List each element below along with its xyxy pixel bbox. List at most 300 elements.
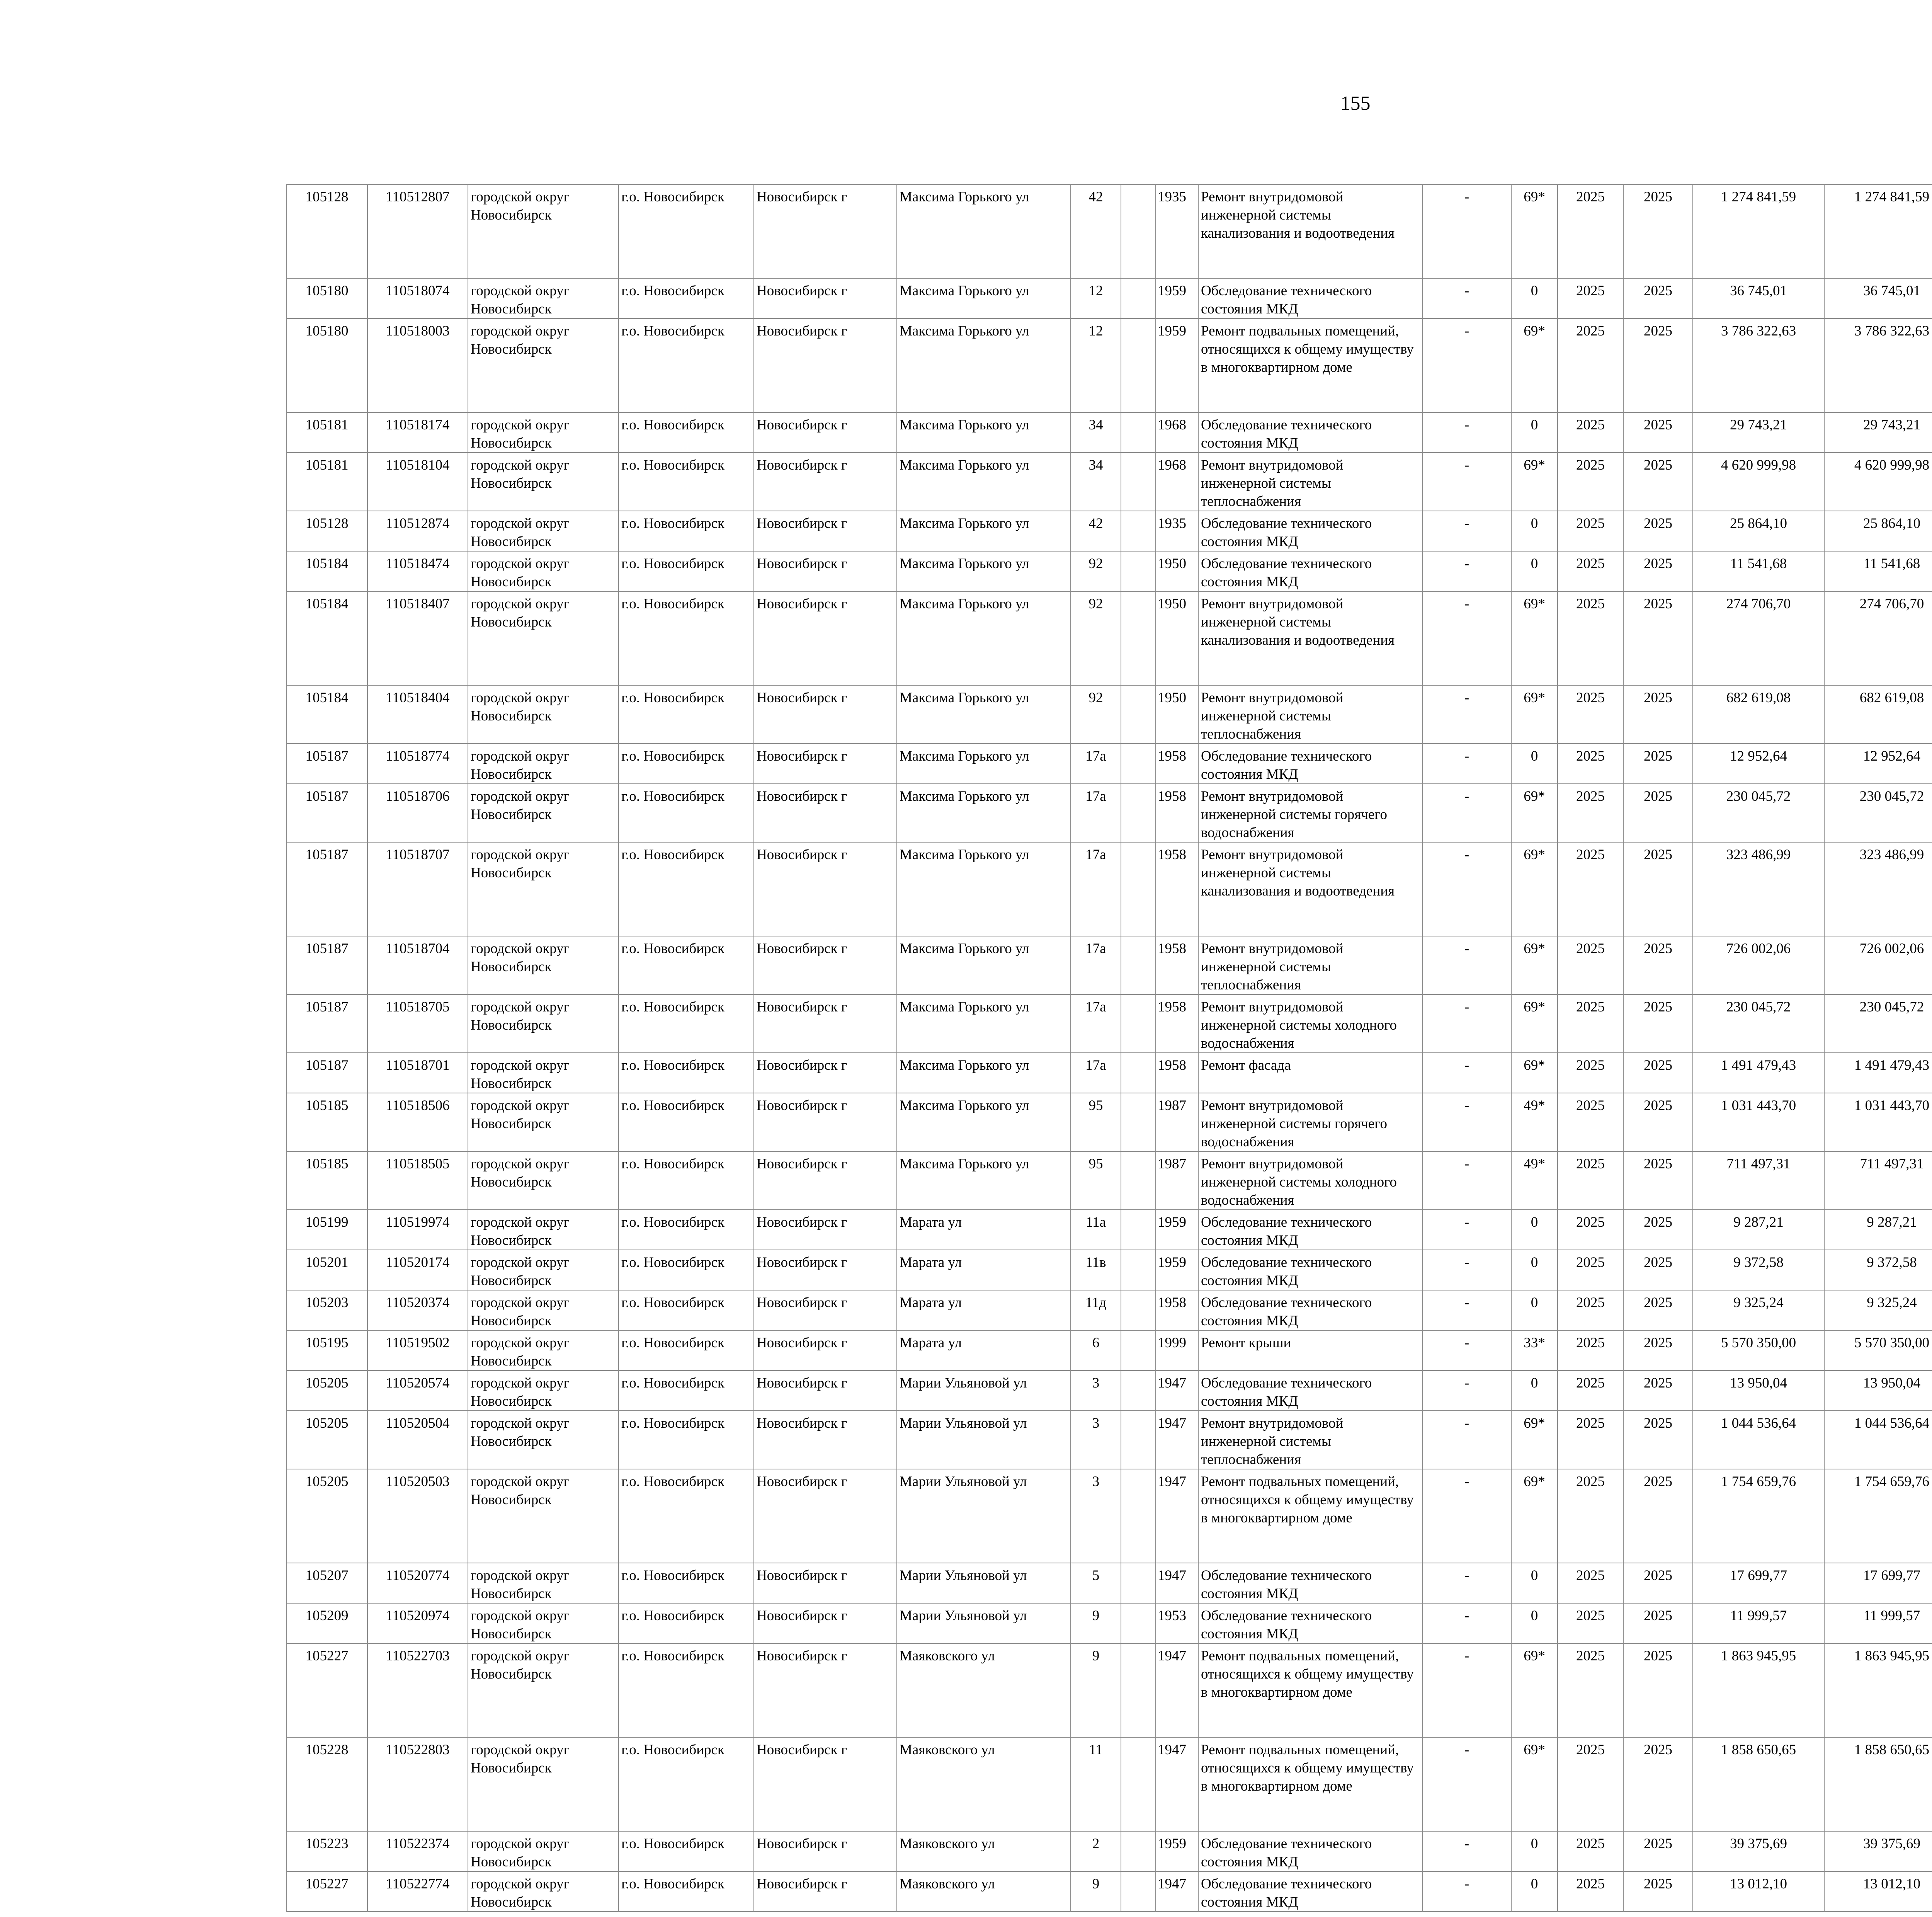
municipality-cell: г.о. Новосибирск <box>619 551 754 591</box>
year-cell: 1947 <box>1156 1411 1198 1469</box>
building-cell <box>1121 1831 1156 1871</box>
city-cell: Новосибирск г <box>754 551 897 591</box>
table-row <box>286 591 1932 685</box>
work-type-cell: Ремонт внутридомовой инженерной системы холодного водоснабжения <box>1198 1151 1422 1210</box>
city-cell: Новосибирск г <box>754 453 897 511</box>
work-type-cell: Обследование технического состояния МКД <box>1198 412 1422 453</box>
building-cell <box>1121 1290 1156 1330</box>
work-type-cell: Обследование технического состояния МКД <box>1198 278 1422 318</box>
district-cell: городской округ Новосибирск <box>468 1330 619 1371</box>
end-year-cell: 2025 <box>1623 1469 1693 1563</box>
work-type-cell: Обследование технического состояния МКД <box>1198 1871 1422 1912</box>
municipality-cell: г.о. Новосибирск <box>619 994 754 1053</box>
table-row <box>286 318 1932 412</box>
year-cell: 1947 <box>1156 1871 1198 1912</box>
start-year-cell: 2025 <box>1558 1290 1623 1330</box>
code-cell: 110518404 <box>367 685 468 744</box>
city-cell: Новосибирск г <box>754 994 897 1053</box>
street-cell: Марата ул <box>897 1210 1071 1250</box>
total-cost-cell: 274 706,70 <box>1693 591 1824 685</box>
dash-cell: - <box>1422 551 1511 591</box>
total-cost-cell: 323 486,99 <box>1693 842 1824 936</box>
street-cell: Максима Горького ул <box>897 685 1071 744</box>
building-cell <box>1121 784 1156 842</box>
table-row <box>286 551 1932 591</box>
percent-cell: 0 <box>1511 1290 1558 1330</box>
percent-cell: 0 <box>1511 551 1558 591</box>
total-cost-cell: 726 002,06 <box>1693 936 1824 994</box>
end-year-cell: 2025 <box>1623 936 1693 994</box>
building-cell <box>1121 551 1156 591</box>
municipality-cell: г.о. Новосибирск <box>619 184 754 278</box>
street-cell: Максима Горького ул <box>897 994 1071 1053</box>
dash-cell: - <box>1422 278 1511 318</box>
fund-cost-cell: 1 274 841,59 <box>1824 184 1932 278</box>
start-year-cell: 2025 <box>1558 1093 1623 1151</box>
end-year-cell: 2025 <box>1623 453 1693 511</box>
table-row <box>286 511 1932 551</box>
city-cell: Новосибирск г <box>754 1290 897 1330</box>
city-cell: Новосибирск г <box>754 1469 897 1563</box>
district-cell: городской округ Новосибирск <box>468 784 619 842</box>
house-cell: 12 <box>1071 318 1121 412</box>
table-row <box>286 1563 1932 1603</box>
table-body <box>286 184 1932 1912</box>
end-year-cell: 2025 <box>1623 511 1693 551</box>
table-row <box>286 744 1932 784</box>
street-cell: Марии Ульяновой ул <box>897 1411 1071 1469</box>
work-type-cell: Ремонт подвальных помещений, относящихся к общему имуществу в многоквартирном доме <box>1198 1737 1422 1831</box>
fund-cost-cell: 3 786 322,63 <box>1824 318 1932 412</box>
work-type-cell: Обследование технического состояния МКД <box>1198 1290 1422 1330</box>
city-cell: Новосибирск г <box>754 784 897 842</box>
year-cell: 1959 <box>1156 1250 1198 1290</box>
id-cell: 105181 <box>286 453 367 511</box>
start-year-cell: 2025 <box>1558 1643 1623 1737</box>
code-cell: 110518706 <box>367 784 468 842</box>
percent-cell: 69* <box>1511 685 1558 744</box>
building-cell <box>1121 1563 1156 1603</box>
fund-cost-cell: 230 045,72 <box>1824 994 1932 1053</box>
building-cell <box>1121 1330 1156 1371</box>
street-cell: Максима Горького ул <box>897 1151 1071 1210</box>
dash-cell: - <box>1422 936 1511 994</box>
id-cell: 105203 <box>286 1290 367 1330</box>
city-cell: Новосибирск г <box>754 842 897 936</box>
dash-cell: - <box>1422 1330 1511 1371</box>
fund-cost-cell: 230 045,72 <box>1824 784 1932 842</box>
start-year-cell: 2025 <box>1558 318 1623 412</box>
municipality-cell: г.о. Новосибирск <box>619 278 754 318</box>
building-cell <box>1121 318 1156 412</box>
municipality-cell: г.о. Новосибирск <box>619 453 754 511</box>
street-cell: Максима Горького ул <box>897 453 1071 511</box>
code-cell: 110518505 <box>367 1151 468 1210</box>
table-row <box>286 1469 1932 1563</box>
id-cell: 105187 <box>286 744 367 784</box>
id-cell: 105184 <box>286 591 367 685</box>
house-cell: 2 <box>1071 1831 1121 1871</box>
end-year-cell: 2025 <box>1623 1871 1693 1912</box>
house-cell: 6 <box>1071 1330 1121 1371</box>
code-cell: 110520974 <box>367 1603 468 1643</box>
district-cell: городской округ Новосибирск <box>468 1563 619 1603</box>
dash-cell: - <box>1422 1871 1511 1912</box>
year-cell: 1950 <box>1156 591 1198 685</box>
id-cell: 105185 <box>286 1093 367 1151</box>
total-cost-cell: 9 287,21 <box>1693 1210 1824 1250</box>
total-cost-cell: 1 863 945,95 <box>1693 1643 1824 1737</box>
code-cell: 110522803 <box>367 1737 468 1831</box>
start-year-cell: 2025 <box>1558 1871 1623 1912</box>
id-cell: 105199 <box>286 1210 367 1250</box>
city-cell: Новосибирск г <box>754 1053 897 1093</box>
street-cell: Марата ул <box>897 1330 1071 1371</box>
total-cost-cell: 4 620 999,98 <box>1693 453 1824 511</box>
fund-cost-cell: 323 486,99 <box>1824 842 1932 936</box>
table-row <box>286 278 1932 318</box>
city-cell: Новосибирск г <box>754 278 897 318</box>
program-table <box>286 184 1932 1912</box>
code-cell: 110520174 <box>367 1250 468 1290</box>
percent-cell: 0 <box>1511 1871 1558 1912</box>
table-row <box>286 842 1932 936</box>
dash-cell: - <box>1422 1290 1511 1330</box>
house-cell: 12 <box>1071 278 1121 318</box>
code-cell: 110520574 <box>367 1371 468 1411</box>
id-cell: 105205 <box>286 1411 367 1469</box>
municipality-cell: г.о. Новосибирск <box>619 1411 754 1469</box>
id-cell: 105201 <box>286 1250 367 1290</box>
table-row <box>286 994 1932 1053</box>
table-row <box>286 1871 1932 1912</box>
id-cell: 105205 <box>286 1371 367 1411</box>
total-cost-cell: 39 375,69 <box>1693 1831 1824 1871</box>
building-cell <box>1121 994 1156 1053</box>
city-cell: Новосибирск г <box>754 1871 897 1912</box>
building-cell <box>1121 744 1156 784</box>
percent-cell: 69* <box>1511 936 1558 994</box>
building-cell <box>1121 453 1156 511</box>
district-cell: городской округ Новосибирск <box>468 1151 619 1210</box>
total-cost-cell: 5 570 350,00 <box>1693 1330 1824 1371</box>
building-cell <box>1121 591 1156 685</box>
table-row <box>286 1210 1932 1250</box>
start-year-cell: 2025 <box>1558 744 1623 784</box>
year-cell: 1958 <box>1156 784 1198 842</box>
building-cell <box>1121 1250 1156 1290</box>
table-row <box>286 412 1932 453</box>
street-cell: Максима Горького ул <box>897 784 1071 842</box>
year-cell: 1935 <box>1156 184 1198 278</box>
id-cell: 105223 <box>286 1831 367 1871</box>
percent-cell: 49* <box>1511 1151 1558 1210</box>
total-cost-cell: 13 012,10 <box>1693 1871 1824 1912</box>
year-cell: 1987 <box>1156 1151 1198 1210</box>
total-cost-cell: 29 743,21 <box>1693 412 1824 453</box>
city-cell: Новосибирск г <box>754 1250 897 1290</box>
street-cell: Марата ул <box>897 1290 1071 1330</box>
id-cell: 105180 <box>286 318 367 412</box>
table-row <box>286 936 1932 994</box>
fund-cost-cell: 11 541,68 <box>1824 551 1932 591</box>
district-cell: городской округ Новосибирск <box>468 1053 619 1093</box>
dash-cell: - <box>1422 842 1511 936</box>
city-cell: Новосибирск г <box>754 412 897 453</box>
municipality-cell: г.о. Новосибирск <box>619 1290 754 1330</box>
year-cell: 1958 <box>1156 1290 1198 1330</box>
total-cost-cell: 230 045,72 <box>1693 994 1824 1053</box>
fund-cost-cell: 39 375,69 <box>1824 1831 1932 1871</box>
year-cell: 1959 <box>1156 1210 1198 1250</box>
start-year-cell: 2025 <box>1558 453 1623 511</box>
start-year-cell: 2025 <box>1558 1053 1623 1093</box>
start-year-cell: 2025 <box>1558 1411 1623 1469</box>
total-cost-cell: 9 372,58 <box>1693 1250 1824 1290</box>
street-cell: Максима Горького ул <box>897 744 1071 784</box>
building-cell <box>1121 1210 1156 1250</box>
house-cell: 92 <box>1071 685 1121 744</box>
fund-cost-cell: 726 002,06 <box>1824 936 1932 994</box>
percent-cell: 0 <box>1511 278 1558 318</box>
start-year-cell: 2025 <box>1558 685 1623 744</box>
city-cell: Новосибирск г <box>754 744 897 784</box>
fund-cost-cell: 11 999,57 <box>1824 1603 1932 1643</box>
id-cell: 105228 <box>286 1737 367 1831</box>
percent-cell: 0 <box>1511 1563 1558 1603</box>
street-cell: Марии Ульяновой ул <box>897 1469 1071 1563</box>
table-row <box>286 1643 1932 1737</box>
house-cell: 95 <box>1071 1093 1121 1151</box>
district-cell: городской округ Новосибирск <box>468 551 619 591</box>
total-cost-cell: 1 858 650,65 <box>1693 1737 1824 1831</box>
street-cell: Марии Ульяновой ул <box>897 1563 1071 1603</box>
end-year-cell: 2025 <box>1623 412 1693 453</box>
year-cell: 1958 <box>1156 1053 1198 1093</box>
municipality-cell: г.о. Новосибирск <box>619 1371 754 1411</box>
dash-cell: - <box>1422 1151 1511 1210</box>
table-row <box>286 1737 1932 1831</box>
table-row <box>286 1371 1932 1411</box>
code-cell: 110520503 <box>367 1469 468 1563</box>
building-cell <box>1121 1053 1156 1093</box>
house-cell: 11а <box>1071 1210 1121 1250</box>
city-cell: Новосибирск г <box>754 1737 897 1831</box>
start-year-cell: 2025 <box>1558 511 1623 551</box>
start-year-cell: 2025 <box>1558 551 1623 591</box>
district-cell: городской округ Новосибирск <box>468 1603 619 1643</box>
start-year-cell: 2025 <box>1558 1737 1623 1831</box>
dash-cell: - <box>1422 1469 1511 1563</box>
dash-cell: - <box>1422 1643 1511 1737</box>
year-cell: 1959 <box>1156 1831 1198 1871</box>
total-cost-cell: 11 999,57 <box>1693 1603 1824 1643</box>
house-cell: 42 <box>1071 511 1121 551</box>
street-cell: Максима Горького ул <box>897 936 1071 994</box>
table-row <box>286 1053 1932 1093</box>
percent-cell: 0 <box>1511 1371 1558 1411</box>
street-cell: Максима Горького ул <box>897 591 1071 685</box>
municipality-cell: г.о. Новосибирск <box>619 936 754 994</box>
work-type-cell: Обследование технического состояния МКД <box>1198 1371 1422 1411</box>
building-cell <box>1121 1603 1156 1643</box>
district-cell: городской округ Новосибирск <box>468 591 619 685</box>
work-type-cell: Ремонт внутридомовой инженерной системы теплоснабжения <box>1198 1411 1422 1469</box>
page-number: 155 <box>1340 92 1371 114</box>
end-year-cell: 2025 <box>1623 1831 1693 1871</box>
fund-cost-cell: 1 863 945,95 <box>1824 1643 1932 1737</box>
percent-cell: 69* <box>1511 1469 1558 1563</box>
house-cell: 9 <box>1071 1643 1121 1737</box>
fund-cost-cell: 5 570 350,00 <box>1824 1330 1932 1371</box>
percent-cell: 69* <box>1511 453 1558 511</box>
building-cell <box>1121 1151 1156 1210</box>
percent-cell: 33* <box>1511 1330 1558 1371</box>
house-cell: 5 <box>1071 1563 1121 1603</box>
start-year-cell: 2025 <box>1558 1250 1623 1290</box>
end-year-cell: 2025 <box>1623 1737 1693 1831</box>
building-cell <box>1121 1469 1156 1563</box>
building-cell <box>1121 1871 1156 1912</box>
house-cell: 17а <box>1071 994 1121 1053</box>
fund-cost-cell: 1 754 659,76 <box>1824 1469 1932 1563</box>
city-cell: Новосибирск г <box>754 1603 897 1643</box>
year-cell: 1935 <box>1156 511 1198 551</box>
year-cell: 1953 <box>1156 1603 1198 1643</box>
fund-cost-cell: 682 619,08 <box>1824 685 1932 744</box>
dash-cell: - <box>1422 184 1511 278</box>
dash-cell: - <box>1422 1371 1511 1411</box>
start-year-cell: 2025 <box>1558 1210 1623 1250</box>
percent-cell: 0 <box>1511 1603 1558 1643</box>
end-year-cell: 2025 <box>1623 744 1693 784</box>
total-cost-cell: 1 044 536,64 <box>1693 1411 1824 1469</box>
house-cell: 34 <box>1071 453 1121 511</box>
work-type-cell: Ремонт внутридомовой инженерной системы канализования и водоотведения <box>1198 842 1422 936</box>
district-cell: городской округ Новосибирск <box>468 994 619 1053</box>
district-cell: городской округ Новосибирск <box>468 1831 619 1871</box>
municipality-cell: г.о. Новосибирск <box>619 1053 754 1093</box>
work-type-cell: Ремонт подвальных помещений, относящихся к общему имуществу в многоквартирном доме <box>1198 1469 1422 1563</box>
house-cell: 3 <box>1071 1469 1121 1563</box>
street-cell: Марии Ульяновой ул <box>897 1371 1071 1411</box>
city-cell: Новосибирск г <box>754 318 897 412</box>
municipality-cell: г.о. Новосибирск <box>619 784 754 842</box>
start-year-cell: 2025 <box>1558 1469 1623 1563</box>
percent-cell: 69* <box>1511 1737 1558 1831</box>
code-cell: 110512807 <box>367 184 468 278</box>
work-type-cell: Ремонт внутридомовой инженерной системы горячего водоснабжения <box>1198 1093 1422 1151</box>
total-cost-cell: 13 950,04 <box>1693 1371 1824 1411</box>
code-cell: 110518474 <box>367 551 468 591</box>
work-type-cell: Обследование технического состояния МКД <box>1198 1210 1422 1250</box>
total-cost-cell: 682 619,08 <box>1693 685 1824 744</box>
start-year-cell: 2025 <box>1558 1151 1623 1210</box>
dash-cell: - <box>1422 1737 1511 1831</box>
municipality-cell: г.о. Новосибирск <box>619 318 754 412</box>
municipality-cell: г.о. Новосибирск <box>619 1831 754 1871</box>
id-cell: 105227 <box>286 1643 367 1737</box>
city-cell: Новосибирск г <box>754 1330 897 1371</box>
end-year-cell: 2025 <box>1623 1151 1693 1210</box>
dash-cell: - <box>1422 994 1511 1053</box>
table-row <box>286 1093 1932 1151</box>
year-cell: 1968 <box>1156 453 1198 511</box>
district-cell: городской округ Новосибирск <box>468 278 619 318</box>
id-cell: 105187 <box>286 784 367 842</box>
year-cell: 1950 <box>1156 685 1198 744</box>
code-cell: 110518074 <box>367 278 468 318</box>
district-cell: городской округ Новосибирск <box>468 685 619 744</box>
start-year-cell: 2025 <box>1558 842 1623 936</box>
street-cell: Маяковского ул <box>897 1871 1071 1912</box>
percent-cell: 69* <box>1511 318 1558 412</box>
total-cost-cell: 12 952,64 <box>1693 744 1824 784</box>
city-cell: Новосибирск г <box>754 1093 897 1151</box>
percent-cell: 0 <box>1511 1250 1558 1290</box>
code-cell: 110518174 <box>367 412 468 453</box>
street-cell: Марии Ульяновой ул <box>897 1603 1071 1643</box>
municipality-cell: г.о. Новосибирск <box>619 1210 754 1250</box>
year-cell: 1947 <box>1156 1469 1198 1563</box>
municipality-cell: г.о. Новосибирск <box>619 1093 754 1151</box>
code-cell: 110518407 <box>367 591 468 685</box>
city-cell: Новосибирск г <box>754 1563 897 1603</box>
year-cell: 1968 <box>1156 412 1198 453</box>
house-cell: 95 <box>1071 1151 1121 1210</box>
city-cell: Новосибирск г <box>754 685 897 744</box>
building-cell <box>1121 842 1156 936</box>
work-type-cell: Ремонт внутридомовой инженерной системы канализования и водоотведения <box>1198 184 1422 278</box>
fund-cost-cell: 13 950,04 <box>1824 1371 1932 1411</box>
dash-cell: - <box>1422 318 1511 412</box>
work-type-cell: Ремонт внутридомовой инженерной системы теплоснабжения <box>1198 685 1422 744</box>
code-cell: 110518104 <box>367 453 468 511</box>
table-row <box>286 685 1932 744</box>
id-cell: 105209 <box>286 1603 367 1643</box>
dash-cell: - <box>1422 1831 1511 1871</box>
street-cell: Максима Горького ул <box>897 511 1071 551</box>
work-type-cell: Обследование технического состояния МКД <box>1198 1563 1422 1603</box>
table-row <box>286 1151 1932 1210</box>
city-cell: Новосибирск г <box>754 936 897 994</box>
street-cell: Маяковского ул <box>897 1643 1071 1737</box>
house-cell: 92 <box>1071 551 1121 591</box>
id-cell: 105187 <box>286 994 367 1053</box>
dash-cell: - <box>1422 784 1511 842</box>
code-cell: 110518701 <box>367 1053 468 1093</box>
code-cell: 110518704 <box>367 936 468 994</box>
fund-cost-cell: 9 372,58 <box>1824 1250 1932 1290</box>
id-cell: 105128 <box>286 511 367 551</box>
percent-cell: 69* <box>1511 1411 1558 1469</box>
id-cell: 105128 <box>286 184 367 278</box>
total-cost-cell: 3 786 322,63 <box>1693 318 1824 412</box>
house-cell: 3 <box>1071 1411 1121 1469</box>
year-cell: 1999 <box>1156 1330 1198 1371</box>
city-cell: Новосибирск г <box>754 1643 897 1737</box>
table-row <box>286 1411 1932 1469</box>
fund-cost-cell: 36 745,01 <box>1824 278 1932 318</box>
start-year-cell: 2025 <box>1558 784 1623 842</box>
fund-cost-cell: 1 491 479,43 <box>1824 1053 1932 1093</box>
table-row <box>286 1831 1932 1871</box>
code-cell: 110522774 <box>367 1871 468 1912</box>
municipality-cell: г.о. Новосибирск <box>619 1151 754 1210</box>
percent-cell: 69* <box>1511 184 1558 278</box>
dash-cell: - <box>1422 1093 1511 1151</box>
city-cell: Новосибирск г <box>754 1371 897 1411</box>
